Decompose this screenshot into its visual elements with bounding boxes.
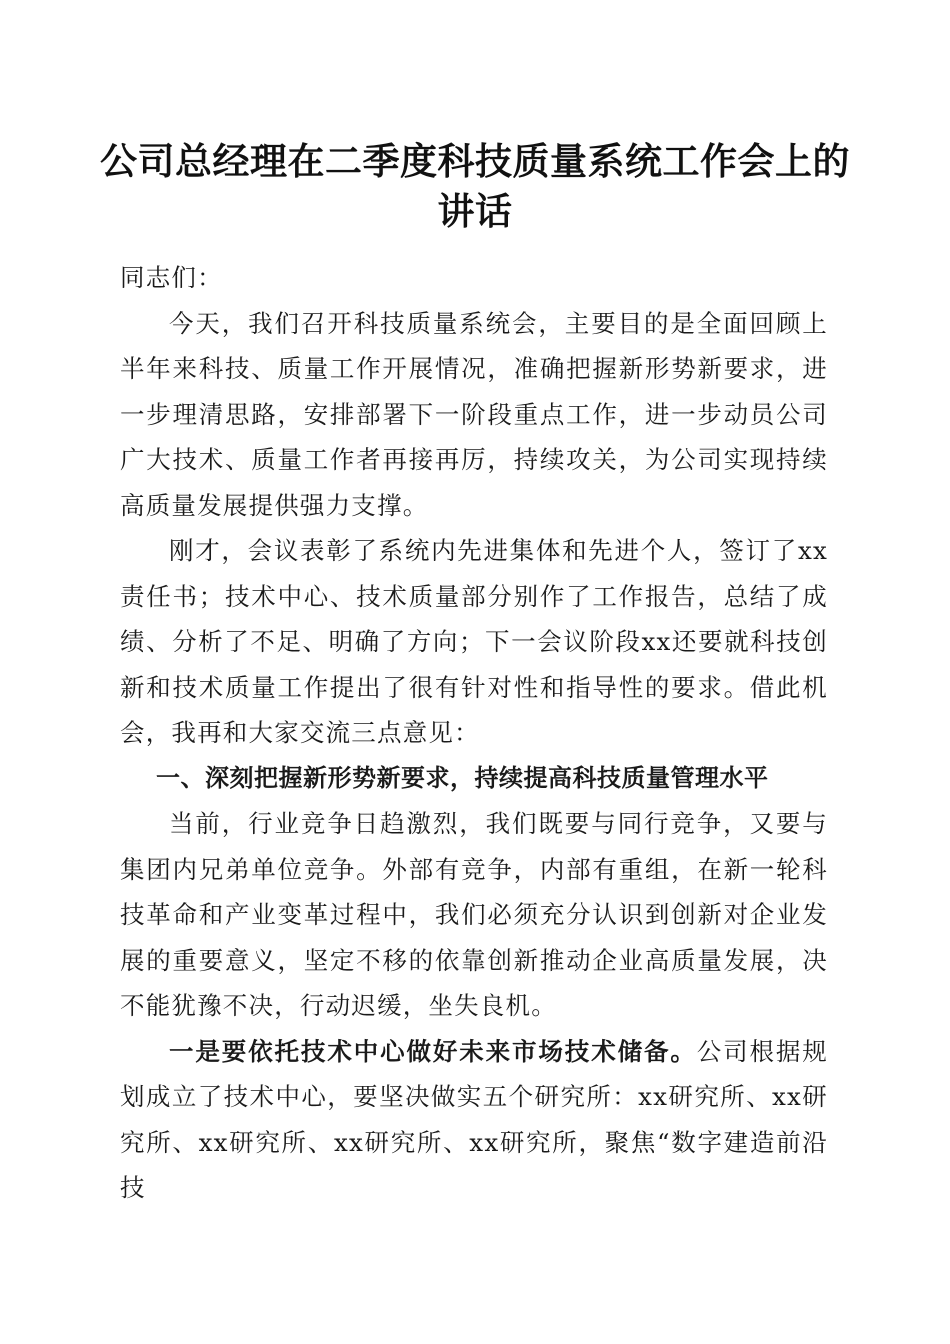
- paragraph-review: 刚才，会议表彰了系统内先进集体和先进个人，签订了xx责任书；技术中心、技术质量部分别作了工作报告，总结了成绩、分析了不足、明确了方向；下一会议阶段xx还要就科技创新和技术质量工作提出了很有针对性和指导性的要求。借此机会，我再和大家交流三点意见：: [120, 536, 828, 747]
- paragraph-point-one: [120, 1029, 828, 1211]
- section-heading-one: 一、深刻把握新形势新要求，持续提高科技质量管理水平: [156, 763, 769, 792]
- document-title: 公司总经理在二季度科技质量系统工作会上的讲话: [100, 139, 850, 233]
- point-one-lead: 一是要依托技术中心做好未来市场技术储备。: [169, 1036, 697, 1066]
- paragraph-section-one: 当前，行业竞争日趋激烈，我们既要与同行竞争，又要与集团内兄弟单位竞争。外部有竞争，内部有重组，在新一轮科技革命和产业变革过程中，我们必须充分认识到创新对企业发展的重要意义，坚定不移的依靠创新推动企业高质量发展，决不能犹豫不决，行动迟缓，坐失良机。: [120, 809, 828, 1020]
- salutation: 同志们：: [120, 263, 223, 292]
- point-one-text: 公司根据规划成立了技术中心，要坚决做实五个研究所：xx研究所、xx研究所、xx研究所、xx研究所、xx研究所，聚焦“数字建造前沿技: [120, 1036, 828, 1202]
- paragraph-opening: 今天，我们召开科技质量系统会，主要目的是全面回顾上半年来科技、质量工作开展情况，准确把握新形势新要求，进一步理清思路，安排部署下一阶段重点工作，进一步动员公司广大技术、质量工作者再接再厉，持续攻关，为公司实现持续高质量发展提供强力支撑。: [120, 308, 828, 520]
- document-body: [120, 255, 828, 1211]
